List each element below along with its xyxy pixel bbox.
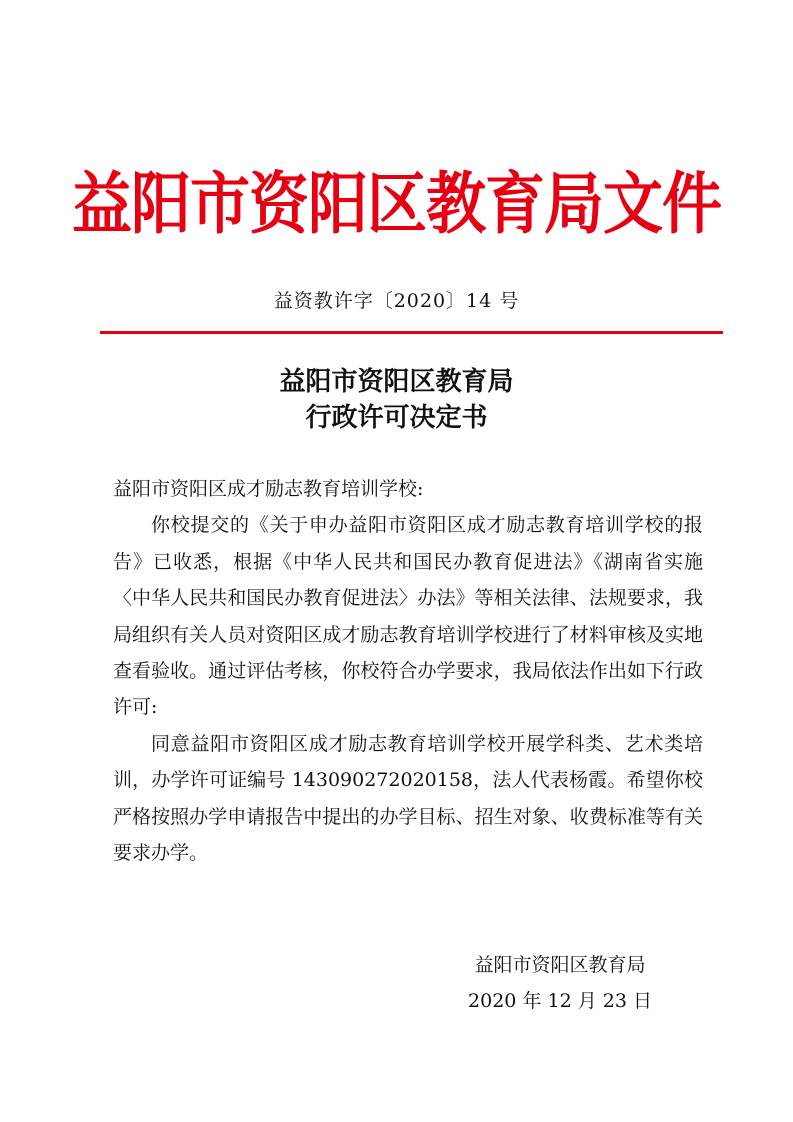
signature-block	[440, 947, 680, 1019]
document-number: 益资教许字〔2020〕14 号	[273, 290, 520, 312]
title-line-2: 行政许可决定书	[305, 403, 488, 433]
addressee: 益阳市资阳区成才励志教育培训学校:	[113, 478, 424, 500]
issue-date: 2020 年 12 月 23 日	[468, 990, 652, 1012]
body-paragraph-2: 同意益阳市资阳区成才励志教育培训学校开展学科类、艺术类培训，办学许可证编号 143090272020158，法人代表杨霞。希望你校严格按照办学申请报告中提出的办学目标、招生对象、收费标准等有关要求办学。	[113, 732, 703, 865]
title-line-1: 益阳市资阳区教育局	[279, 367, 514, 397]
document-body	[113, 471, 703, 871]
body-paragraph-1: 你校提交的《关于申办益阳市资阳区成才励志教育培训学校的报告》已收悉，根据《中华人民共和国民办教育促进法》《湖南省实施〈中华人民共和国民办教育促进法〉办法》等相关法律、法规要求，我局组织有关人员对资阳区成才励志教育培训学校进行了材料审核及实地查看验收。通过评估考核，你校符合办学要求，我局依法作出如下行政许可:	[113, 514, 703, 719]
red-divider-line	[100, 331, 723, 334]
document-header: 益阳市资阳区教育局文件	[72, 165, 721, 244]
issuer-name: 益阳市资阳区教育局	[474, 954, 646, 976]
document-title	[0, 364, 793, 436]
